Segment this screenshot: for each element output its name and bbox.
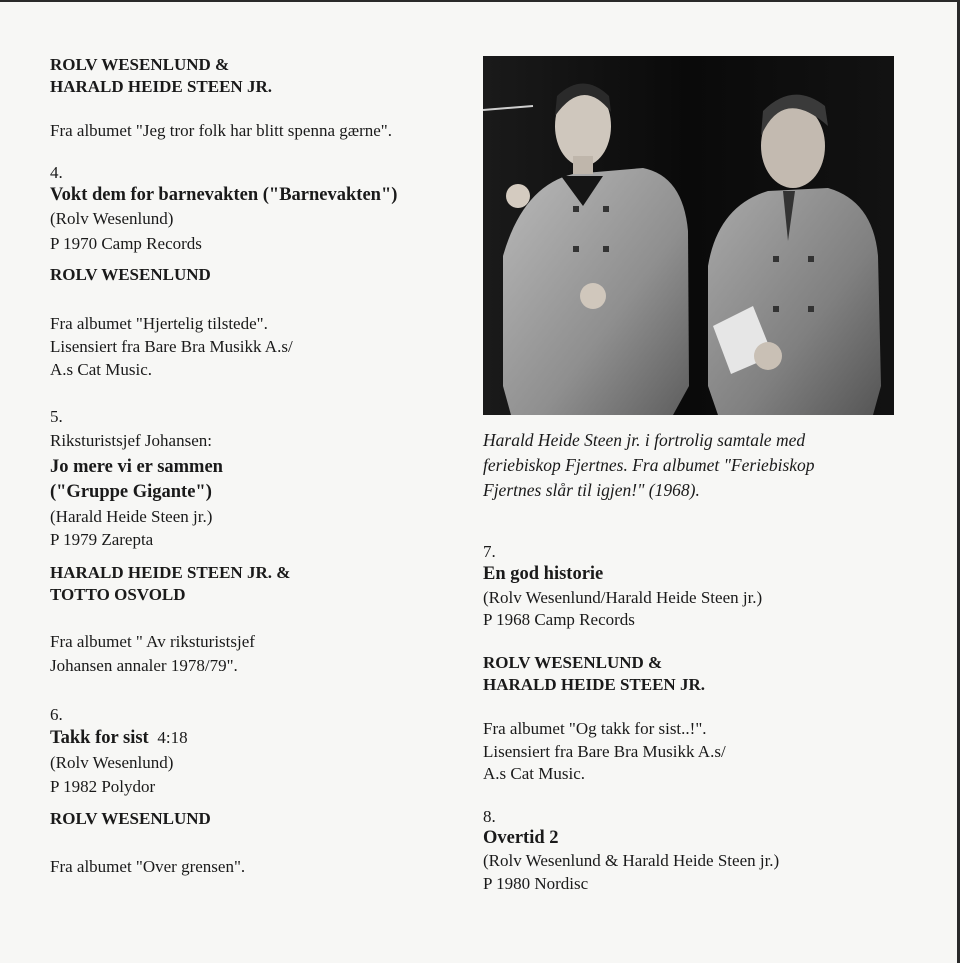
- track-artist: HARALD HEIDE STEEN JR. &: [50, 563, 291, 582]
- track-title: Jo mere vi er sammen: [50, 457, 223, 477]
- track-writer: (Harald Heide Steen jr.): [50, 507, 213, 526]
- track-artist: ROLV WESENLUND: [50, 265, 211, 284]
- track-number: 4.: [50, 163, 63, 182]
- track-publisher: P 1979 Zarepta: [50, 530, 154, 549]
- album-note: Johansen annaler 1978/79".: [50, 656, 238, 675]
- track-publisher: P 1968 Camp Records: [483, 610, 635, 629]
- page-edge-top: [0, 0, 960, 2]
- album-note: Fra albumet "Og takk for sist..!".: [483, 719, 707, 738]
- license-note: A.s Cat Music.: [50, 360, 152, 379]
- track-writer: (Rolv Wesenlund/Harald Heide Steen jr.): [483, 588, 763, 607]
- track-title: Vokt dem for barnevakten ("Barnevakten"): [50, 185, 398, 205]
- license-note: A.s Cat Music.: [483, 764, 585, 783]
- track-title: Takk for sist: [50, 728, 149, 748]
- track-duration: 4:18: [157, 728, 188, 747]
- track-publisher: P 1970 Camp Records: [50, 234, 202, 253]
- track-title: ("Gruppe Gigante"): [50, 482, 212, 502]
- artist-line: HARALD HEIDE STEEN JR.: [50, 77, 272, 96]
- photo-caption: Fjertnes slår til igjen!" (1968).: [483, 480, 700, 500]
- track-title: Overtid 2: [483, 828, 559, 848]
- track-publisher: P 1980 Nordisc: [483, 874, 589, 893]
- track-artist: ROLV WESENLUND: [50, 809, 211, 828]
- track-publisher: P 1982 Polydor: [50, 777, 156, 796]
- photo-two-men-on-stage: [483, 56, 894, 415]
- license-note: Lisensiert fra Bare Bra Musikk A.s/: [50, 337, 293, 356]
- artist-line: ROLV WESENLUND &: [50, 55, 230, 74]
- photo-caption: Harald Heide Steen jr. i fortrolig samtale med: [483, 430, 806, 450]
- photo-illustration: [483, 56, 894, 415]
- track-pretitle: Riksturistsjef Johansen:: [50, 431, 212, 450]
- track-artist: ROLV WESENLUND &: [483, 653, 663, 672]
- track-number: 6.: [50, 705, 63, 724]
- album-note: Fra albumet "Jeg tror folk har blitt spenna gærne".: [50, 121, 392, 140]
- track-number: 8.: [483, 807, 496, 826]
- track-artist: HARALD HEIDE STEEN JR.: [483, 675, 705, 694]
- license-note: Lisensiert fra Bare Bra Musikk A.s/: [483, 742, 726, 761]
- track-writer: (Rolv Wesenlund & Harald Heide Steen jr.): [483, 851, 780, 870]
- album-note: Fra albumet "Over grensen".: [50, 857, 246, 876]
- album-note: Fra albumet " Av riksturistsjef: [50, 632, 255, 651]
- album-note: Fra albumet "Hjertelig tilstede".: [50, 314, 268, 333]
- track-title-row: [50, 727, 188, 749]
- track-number: 7.: [483, 542, 496, 561]
- track-writer: (Rolv Wesenlund): [50, 753, 174, 772]
- track-title: En god historie: [483, 564, 604, 584]
- track-number: 5.: [50, 407, 63, 426]
- track-artist: TOTTO OSVOLD: [50, 585, 186, 604]
- track-writer: (Rolv Wesenlund): [50, 209, 174, 228]
- photo-caption: feriebiskop Fjertnes. Fra albumet "Feriebiskop: [483, 455, 815, 475]
